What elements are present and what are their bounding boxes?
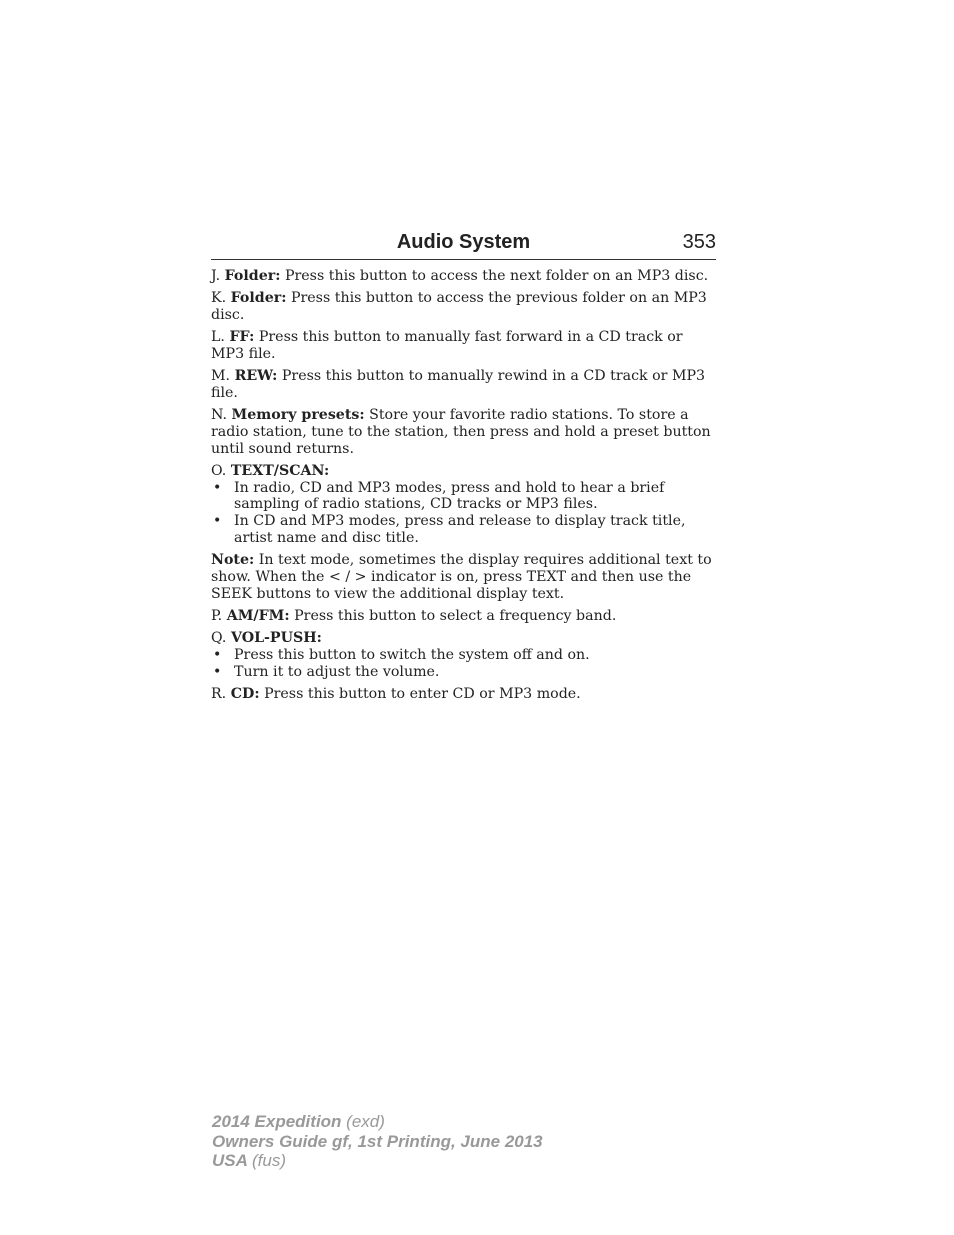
page-footer (212, 1112, 543, 1171)
item-q-bullet-list (211, 647, 716, 680)
footer-line-model (212, 1112, 543, 1132)
item-prefix: P. (211, 607, 223, 624)
item-prefix: R. (211, 685, 227, 702)
item-l (211, 329, 716, 362)
item-text: Press this button to enter CD or MP3 mode. (264, 685, 581, 702)
item-text: Press this button to access the next folder on an MP3 disc. (284, 268, 709, 284)
item-term: AM/FM: (226, 607, 290, 624)
item-o (211, 463, 716, 480)
bullet-dot: • (213, 513, 222, 530)
note-text: In text mode, sometimes the display requires additional text to show. When the < / > indicator is on, press TEXT and then use the SEEK buttons to view the additional display text. (211, 552, 712, 602)
item-prefix: M. (211, 368, 231, 385)
item-prefix: K. (211, 290, 227, 307)
footer-model-code: (exd) (346, 1112, 385, 1131)
item-text: Store your favorite radio stations. To store a radio station, tune to the station, then press and hold a preset button until sound returns. (211, 407, 711, 457)
footer-line-guide: Owners Guide gf, 1st Printing, June 2013 (212, 1131, 543, 1151)
bullet-text: Turn it to adjust the volume. (234, 663, 440, 680)
item-prefix: N. (211, 407, 228, 424)
item-j (211, 268, 716, 285)
item-text: Press this button to access the previous folder on an MP3 disc. (211, 290, 707, 323)
item-prefix: J. (211, 268, 221, 284)
item-prefix: L. (211, 329, 225, 346)
bullet-text: Press this button to switch the system off and on. (234, 646, 590, 663)
bullet-dot: • (213, 663, 222, 680)
bullet-text: In CD and MP3 modes, press and release to display track title, artist name and disc title. (234, 513, 686, 546)
footer-market: USA (212, 1151, 248, 1170)
note (211, 552, 716, 602)
section-title: Audio System (396, 231, 531, 253)
footer-market-code: (fus) (252, 1151, 286, 1170)
item-text: Press this button to select a frequency band. (294, 607, 617, 624)
item-term: CD: (230, 685, 260, 702)
item-text: Press this button to manually fast forward in a CD track or MP3 file. (211, 329, 683, 362)
bullet-item (211, 513, 716, 546)
footer-model: 2014 Expedition (212, 1112, 342, 1131)
bullet-dot: • (213, 646, 222, 663)
bullet-item (211, 664, 716, 681)
item-term: Memory presets: (231, 407, 365, 424)
item-term: Folder: (224, 268, 281, 284)
footer-line-market (212, 1151, 543, 1171)
page-number: 353 (682, 231, 716, 253)
bullet-item (211, 647, 716, 664)
note-label: Note: (211, 552, 255, 569)
item-term: TEXT/SCAN: (230, 463, 330, 479)
item-term: REW: (234, 368, 278, 385)
item-o-bullet-list (211, 480, 716, 547)
item-term: VOL-PUSH: (230, 630, 322, 647)
item-term: FF: (229, 329, 255, 346)
item-prefix: Q. (211, 630, 227, 647)
item-term: Folder: (230, 290, 287, 307)
bullet-dot: • (213, 479, 222, 496)
item-m (211, 368, 716, 401)
page-content (211, 268, 716, 708)
page-header (211, 229, 716, 260)
item-text: Press this button to manually rewind in a CD track or MP3 file. (211, 368, 706, 401)
item-r (211, 686, 716, 703)
item-p (211, 608, 716, 625)
bullet-text: In radio, CD and MP3 modes, press and hold to hear a brief sampling of radio stations, CD tracks or MP3 files. (234, 479, 665, 513)
bullet-item (211, 480, 716, 513)
item-k (211, 290, 716, 323)
item-n (211, 407, 716, 457)
item-q (211, 630, 716, 647)
item-prefix: O. (211, 463, 227, 479)
